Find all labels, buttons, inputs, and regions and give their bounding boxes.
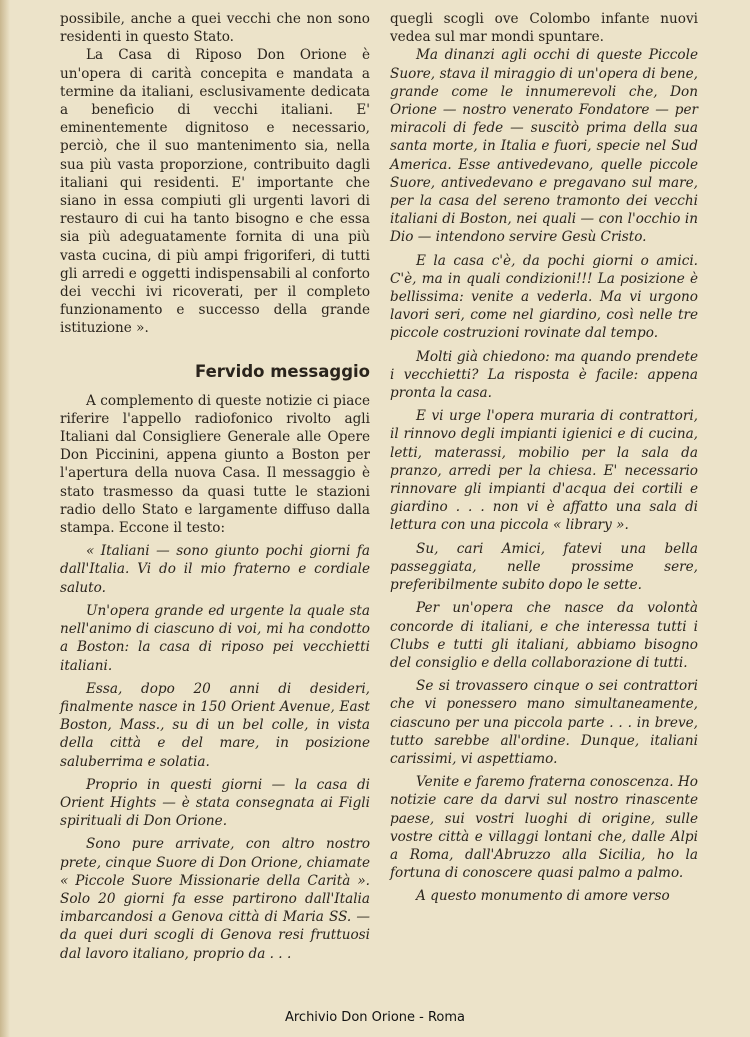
paragraph: Ma dinanzi agli occhi di queste Piccole Suore, stava il miraggio di un'opera di bene, grande come le innumerevoli che, Don Orione — nostro venerato Fondatore — per miracoli di fede — suscitò prima della sua santa morte, in Italia e fuori, specie nel Sud America. Esse antivedevano, quelle piccole Suore, antivedevano e pregavano sul mare, per la casa del sereno tramonto dei vecchi italiani di Boston, nei quali — con l'occhio in Dio — intendono servire Gesù Cristo.	[390, 47, 698, 246]
paragraph: A questo monumento di amore verso	[416, 888, 670, 905]
page-edge-shadow	[0, 0, 10, 1037]
archive-footer: Archivio Don Orione - Roma	[284, 1010, 466, 1025]
paragraph: Essa, dopo 20 anni di desideri, finalmente nasce in 150 Orient Avenue, East Boston, Mass., su di un bel colle, in vista della città e del mare, in posizione saluberrima e solatia.	[60, 680, 370, 770]
paragraph: La Casa di Riposo Don Orione è un'opera di carità concepita e mandata a termine da italiani, esclusivamente dedicata a beneficio di vecchi italiani. E' eminentemente dignitoso e necessario, perciò, che il suo mantenimento sia, nella sua più vasta proporzione, contribuito dagli italiani qui residenti. E' importante che siano in essa compiuti gli urgenti lavori di restauro di cui ha tanto bisogno e che essa sia più adeguatamente fornita di una più vasta cucina, di più ampi frigoriferi, di tutti gli arredi e oggetti indispensabili al conforto dei vecchi ivi ricoverati, per il completo funzionamento e successo della grande istituzione ».	[60, 47, 370, 337]
paragraph: Venite e faremo fraterna conoscenza. Ho notizie care da darvi sul nostro rinascente paese, sui vostri luoghi di origine, sulle vostre città e villaggi lontani che, dalle Alpi a Roma, dall'Abruzzo alla Sicilia, ho la fortuna di conoscere quasi palmo a palmo.	[390, 774, 698, 882]
paragraph: quegli scogli ove Colombo infante nuovi vedea sul mar mondi spuntare.	[390, 11, 698, 46]
paragraph: « Italiani — sono giunto pochi giorni fa dall'Italia. Vi do il mio fraterno e cordiale saluto.	[60, 543, 370, 596]
paragraph: Su, cari Amici, fatevi una bella passeggiata, nelle prossime sere, preferibilmente subito dopo le sette.	[390, 540, 698, 594]
left-column	[60, 10, 370, 963]
paragraph: Proprio in questi giorni — la casa di Orient Hights — è stata consegnata ai Figli spirituali di Don Orione.	[60, 776, 370, 830]
paragraph: Molti già chiedono: ma quando prendete i vecchietti? La risposta è facile: appena pronta la casa.	[390, 348, 698, 402]
paragraph: E la casa c'è, da pochi giorni o amici. C'è, ma in quali condizioni!!! La posizione è bellissima: venite a vederla. Ma vi urgono lavori seri, come nel giardino, così nelle tre piccole costruzioni rovinate dal tempo.	[390, 252, 698, 342]
paragraph: possibile, anche a quei vecchi che non sono residenti in questo Stato.	[60, 11, 370, 46]
paragraph: A complemento di queste notizie ci piace riferire l'appello radiofonico rivolto agli Italiani dal Consigliere Generale alle Opere Don Piccinini, appena giunto a Boston per l'apertura della nuova Casa. Il messaggio è stato trasmesso da quasi tutte le stazioni radio dello Stato e largamente diffuso dalla stampa. Eccone il testo:	[60, 392, 370, 537]
right-column	[390, 10, 698, 906]
section-heading: Fervido messaggio	[194, 361, 370, 381]
paragraph: E vi urge l'opera muraria di contrattori, il rinnovo degli impianti igienici e di cucina, letti, materassi, mobilio per la sala da pranzo, arredi per la chiesa. E' necessario rinnovare gli impianti d'acqua dei cortili e giardino . . . non vi è affatto una sala di lettura con una piccola « library ».	[390, 408, 698, 534]
paragraph: Se si trovassero cinque o sei contrattori che vi ponessero mano simultaneamente, ciascuno per una piccola parte . . . in breve, tutto sarebbe all'ordine. Dunque, italiani carissimi, vi aspettiamo.	[390, 678, 698, 767]
paragraph: Per un'opera che nasce da volontà concorde di italiani, e che interessa tutti i Clubs e tutti gli italiani, abbiamo bisogno del consiglio e della collaborazione di tutti.	[390, 600, 698, 671]
paragraph: Sono pure arrivate, con altro nostro prete, cinque Suore di Don Orione, chiamate « Piccole Suore Missionarie della Carità ». Solo 20 giorni fa esse partirono dall'Italia imbarcandosi a Genova città di Maria SS. — da quei duri scogli di Genova resi fruttuosi dal lavoro italiano, proprio da . . .	[60, 836, 370, 962]
paragraph: Un'opera grande ed urgente la quale sta nell'animo di ciascuno di voi, mi ha condotto a Boston: la casa di riposo pei vecchietti italiani.	[60, 602, 370, 674]
